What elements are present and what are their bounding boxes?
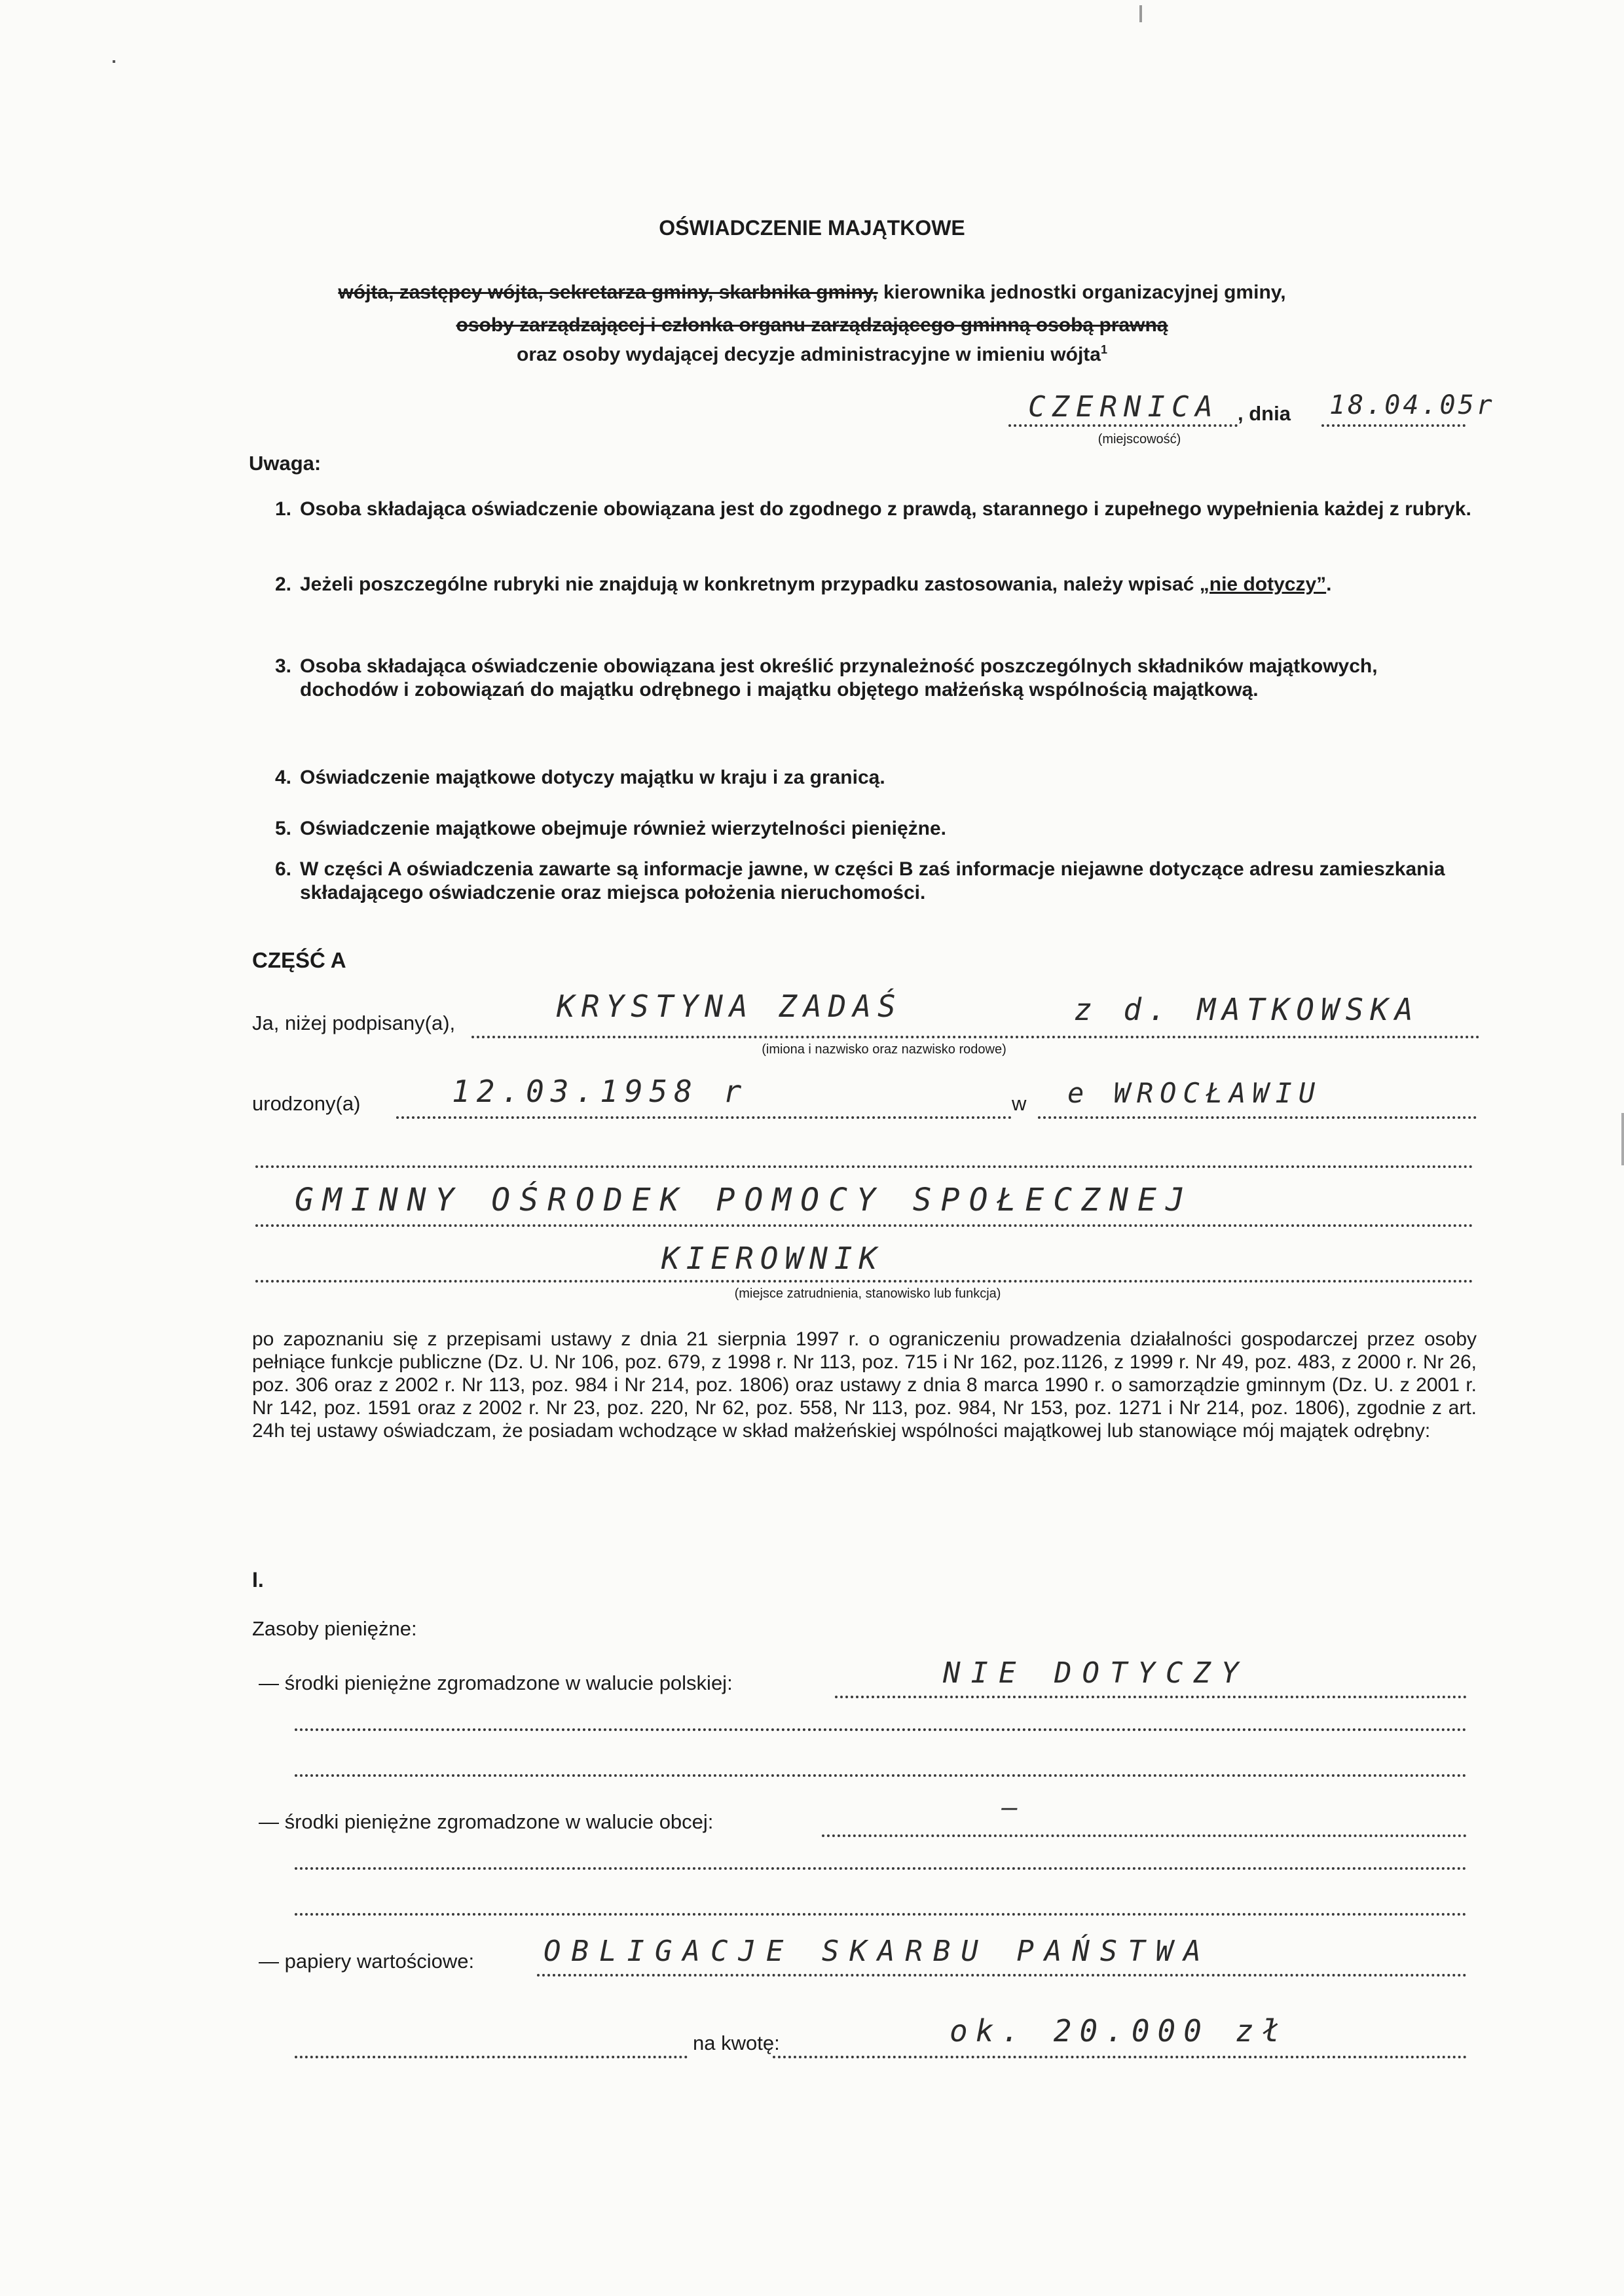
legal-basis-paragraph: po zapoznaniu się z przepisami ustawy z dnia 21 sierpnia 1997 r. o ograniczeniu prowadzenia działalności gospodarczej przez osoby pełniące funkcje publiczne (Dz. U. Nr 106, poz. 679, z 1998 r. Nr 113, poz. 715 i Nr 162, poz.1126, z 1999 r. Nr 49, poz. 483, z 2000 r. Nr 26, poz. 306 oraz z 2002 r. Nr 113, poz. 984 i Nr 214, poz. 1806) oraz ustawy z dnia 8 marca 1990 r. o samorządzie gminnym (Dz. U. z 2001 r. Nr 142, poz. 1591 oraz z 2002 r. Nr 23, poz. 220, Nr 62, poz. 558, Nr 113, poz. 984, Nr 153, poz. 1271 i Nr 214, poz. 1806), zgodnie z art. 24h tej ustawy oświadczam, że posiadam wchodzące w skład małżeńskiej wspólności majątkowej lub stanowiące mój majątek odrębny: xyxy=(252,1328,1477,1442)
note-quoted-text: „nie dotyczy” xyxy=(1199,574,1327,595)
pln-funds-line-3 xyxy=(295,1774,1467,1777)
subtitle-line-3 xyxy=(131,343,1493,366)
note-number: 3. xyxy=(275,655,292,677)
note-text: Osoba składająca oświadczenie obowiązana jest określić przynależność poszczególnych składników majątkowych, dochodów i zobowiązań do majątku odrębnego i majątku objętego małżeńską wspólnością majątkową. xyxy=(300,655,1378,701)
section-i-number: I. xyxy=(252,1568,264,1592)
note-text: W części A oświadczenia zawarte są informacje jawne, w części B zaś informacje niejawne dotyczące adresu zamieszkania składającego oświadczenie oraz miejsca położenia nieruchomości. xyxy=(300,858,1445,903)
scan-speck xyxy=(113,60,115,63)
note-item-3 xyxy=(275,655,1480,702)
note-number: 5. xyxy=(275,818,292,839)
foreign-funds-label: — środki pieniężne zgromadzone w walucie obcej: xyxy=(259,1810,714,1833)
foreign-funds-value[interactable]: — xyxy=(1002,1793,1025,1823)
date-value[interactable]: 18.04.05r xyxy=(1329,390,1495,420)
note-item-4 xyxy=(275,766,1480,790)
position-value[interactable]: KIEROWNIK xyxy=(661,1241,884,1276)
employment-line-3 xyxy=(255,1280,1473,1283)
pln-funds-line xyxy=(835,1696,1467,1698)
place-line xyxy=(1008,424,1238,427)
place-caption: (miejscowość) xyxy=(1098,432,1181,446)
note-text-end: . xyxy=(1326,574,1332,595)
foreign-funds-line-3 xyxy=(295,1913,1467,1916)
birth-date-line xyxy=(396,1116,1012,1119)
maiden-name-value[interactable]: z d. MATKOWSKA xyxy=(1074,992,1420,1027)
subtitle-line-2 xyxy=(131,314,1493,337)
note-text: Jeżeli poszczególne rubryki nie znajdują w konkretnym przypadku zastosowania, należy wpisać xyxy=(300,574,1194,595)
subtitle-text: oraz osoby wydającej decyzje administracyjne w imieniu wójta xyxy=(517,344,1101,365)
name-caption: (imiona i nazwisko oraz nazwisko rodowe) xyxy=(762,1042,1006,1057)
name-label: Ja, niżej podpisany(a), xyxy=(252,1011,456,1034)
birth-place-value[interactable]: e WROCŁAWIU xyxy=(1067,1077,1322,1109)
note-text: Oświadczenie majątkowe obejmuje również wierzytelności pieniężne. xyxy=(300,818,946,839)
scan-speck xyxy=(1139,5,1142,22)
amount-line xyxy=(773,2056,1467,2058)
securities-label: — papiery wartościowe: xyxy=(259,1950,475,1973)
employment-caption: (miejsce zatrudnienia, stanowisko lub funkcja) xyxy=(734,1286,1001,1301)
subtitle-struck-text: osoby zarządzającej i członka organu zarządzającego gminną osobą prawną xyxy=(456,314,1168,336)
note-text-wrap xyxy=(275,573,1480,596)
date-label: , dnia xyxy=(1238,402,1291,425)
subtitle-text: kierownika jednostki organizacyjnej gminy, xyxy=(877,282,1286,303)
birth-date-value[interactable]: 12.03.1958 r xyxy=(452,1074,748,1109)
document-title: OŚWIADCZENIE MAJĄTKOWE xyxy=(659,216,965,240)
birth-place-label: w xyxy=(1012,1092,1027,1115)
note-item-5 xyxy=(275,817,1480,841)
note-text: Oświadczenie majątkowe dotyczy majątku w kraju i za granicą. xyxy=(300,767,885,788)
securities-value[interactable]: OBLIGACJE SKARBU PAŃSTWA xyxy=(544,1935,1211,1968)
amount-label: na kwotę: xyxy=(693,2032,780,2054)
subtitle-line-1 xyxy=(131,282,1493,304)
note-number: 1. xyxy=(275,498,292,520)
name-line xyxy=(471,1036,1480,1038)
footnote-mark: 1 xyxy=(1100,343,1107,356)
name-value[interactable]: KRYSTYNA ZADAŚ xyxy=(557,989,902,1024)
securities-line-2 xyxy=(295,2056,688,2058)
place-value[interactable]: CZERNICA xyxy=(1028,390,1219,424)
securities-line xyxy=(537,1974,1467,1977)
birth-place-line xyxy=(1038,1116,1477,1119)
pln-funds-value[interactable]: NIE DOTYCZY xyxy=(943,1656,1249,1690)
note-item-2 xyxy=(275,573,1480,596)
employment-line-2 xyxy=(255,1224,1473,1227)
pln-funds-label: — środki pieniężne zgromadzone w walucie polskiej: xyxy=(259,1671,733,1694)
note-number: 2. xyxy=(275,574,292,595)
note-number: 4. xyxy=(275,767,292,788)
foreign-funds-line-2 xyxy=(295,1867,1467,1870)
employment-line-1 xyxy=(255,1165,1473,1168)
note-item-6 xyxy=(275,858,1480,905)
note-item-1 xyxy=(275,498,1480,521)
note-label: Uwaga: xyxy=(249,452,322,475)
note-text: Osoba składająca oświadczenie obowiązana jest do zgodnego z prawdą, starannego i zupełnego wypełnienia każdej z rubryk. xyxy=(300,498,1471,520)
foreign-funds-line xyxy=(822,1834,1467,1837)
subtitle-struck-text: wójta, zastępcy wójta, sekretarza gminy, skarbnika gminy, xyxy=(338,282,878,303)
scan-speck xyxy=(1621,1113,1624,1165)
part-a-heading: CZĘŚĆ A xyxy=(252,948,346,972)
birth-label: urodzony(a) xyxy=(252,1092,361,1115)
note-number: 6. xyxy=(275,858,292,880)
pln-funds-line-2 xyxy=(295,1728,1467,1731)
amount-value[interactable]: ok. 20.000 zł xyxy=(950,2013,1288,2049)
employer-value[interactable]: GMINNY OŚRODEK POMOCY SPOŁECZNEJ xyxy=(295,1182,1194,1218)
cash-heading: Zasoby pieniężne: xyxy=(252,1617,417,1640)
date-line xyxy=(1321,424,1466,427)
